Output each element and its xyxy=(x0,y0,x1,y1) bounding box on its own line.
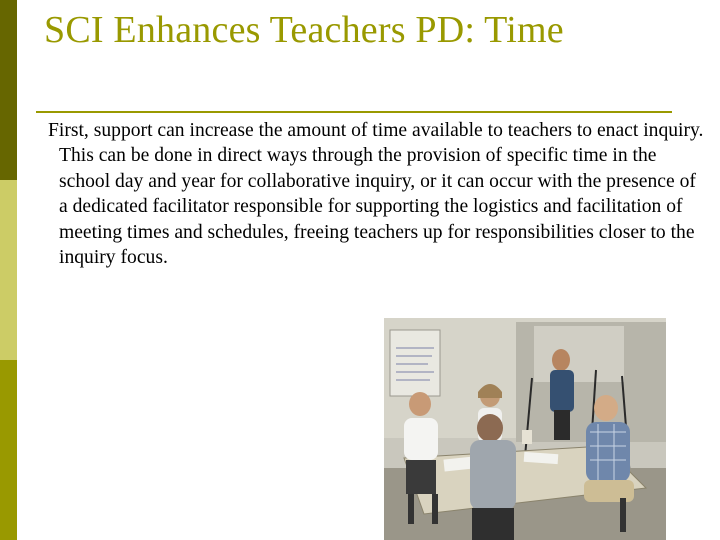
slide-title: SCI Enhances Teachers PD: Time xyxy=(44,9,564,51)
sidebar-segment-top xyxy=(0,0,17,180)
title-divider xyxy=(36,111,672,113)
sidebar-segment-middle xyxy=(0,180,17,360)
group-meeting-photo xyxy=(384,318,666,540)
sidebar-segment-bottom xyxy=(0,360,17,540)
slide-body-text: First, support can increase the amount of time available to teachers to enact inquiry. This can be done in direct ways through the provision of specific time in the school day and year for collaborative inquiry, or it can occur with the presence of a dedicated facilitator responsible for supporting the logistics and facilitation of meeting times and schedules, freeing teachers up for responsibilities closer to the inquiry focus. xyxy=(48,120,704,269)
sidebar-accent-bar xyxy=(0,0,17,540)
